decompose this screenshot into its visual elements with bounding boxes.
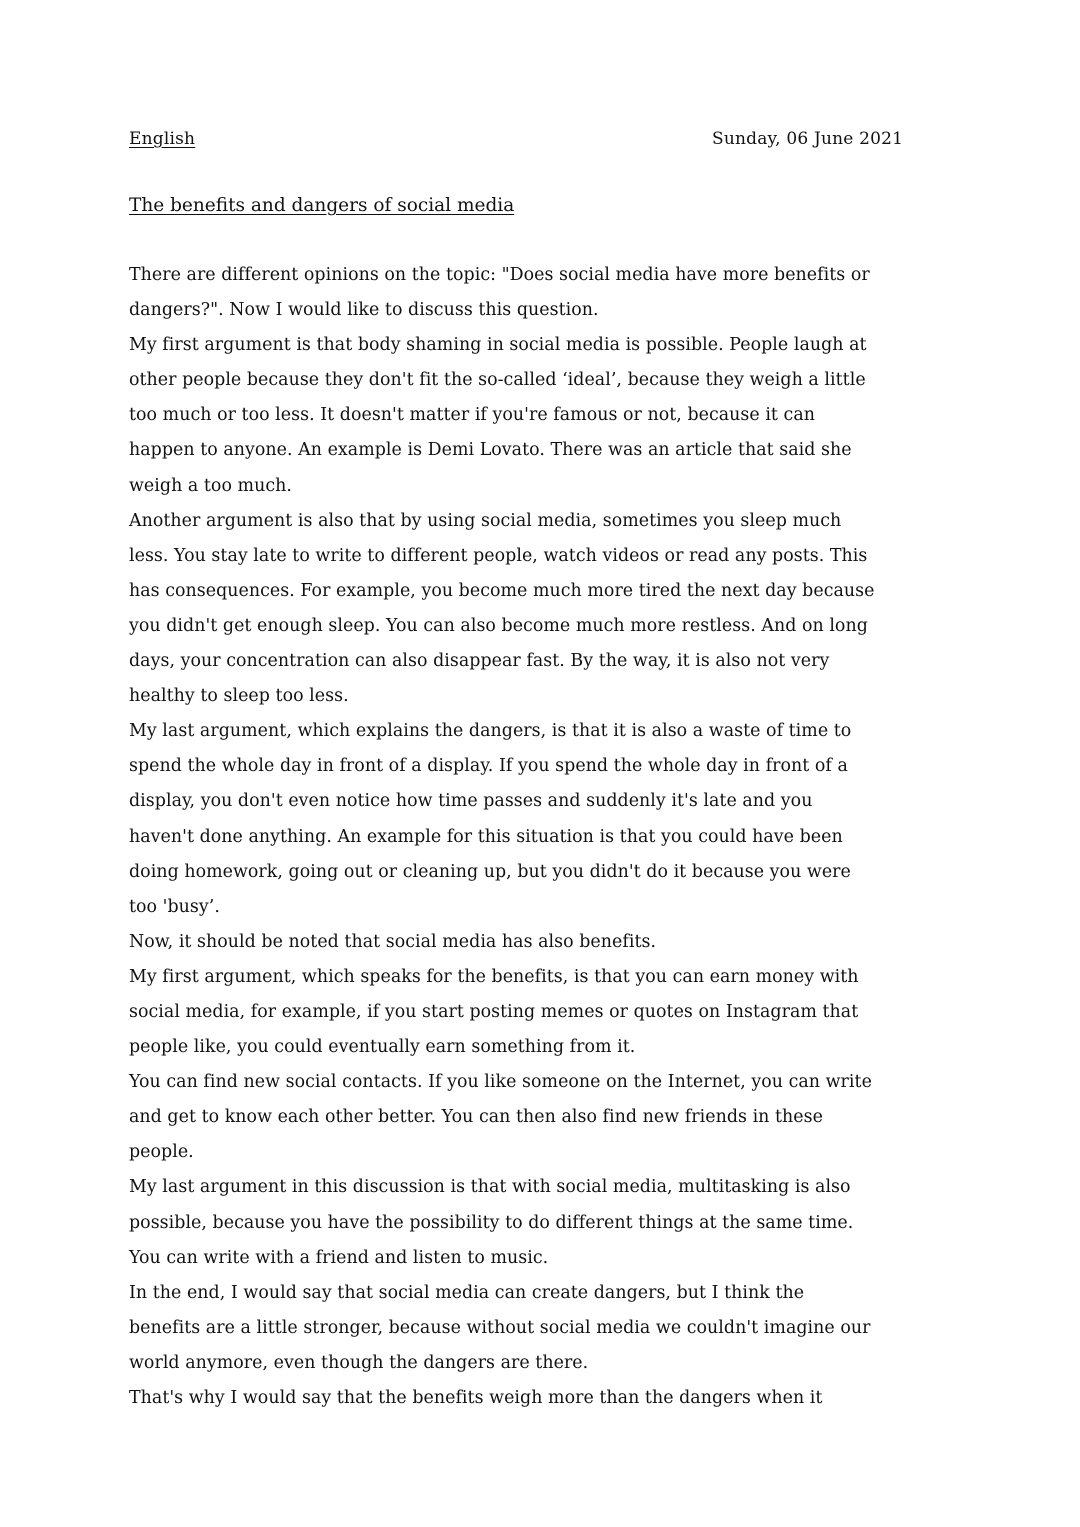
body-line: dangers?". Now I would like to discuss this question. — [129, 300, 599, 321]
body-line: In the end, I would say that social media can create dangers, but I think the — [129, 1282, 805, 1303]
body-line: My last argument, which explains the dangers, is that it is also a waste of time to — [129, 721, 852, 742]
document-title: The benefits and dangers of social media — [129, 195, 515, 216]
body-line: weigh a too much. — [129, 475, 292, 496]
body-line: My first argument is that body shaming in social media is possible. People laugh at — [129, 335, 867, 356]
body-line: world anymore, even though the dangers are there. — [129, 1352, 589, 1373]
body-line: less. You stay late to write to different people, watch videos or read any posts. This — [129, 545, 868, 566]
body-line: possible, because you have the possibility to do different things at the same time. — [129, 1212, 854, 1233]
body-line: Another argument is also that by using social media, sometimes you sleep much — [129, 510, 842, 531]
body-line: social media, for example, if you start posting memes or quotes on Instagram that — [129, 1001, 859, 1022]
body-line: people like, you could eventually earn something from it. — [129, 1037, 636, 1058]
body-line: too 'busy’. — [129, 896, 220, 917]
document-body — [129, 258, 959, 1416]
body-line: haven't done anything. An example for this situation is that you could have been — [129, 826, 843, 847]
body-line: people. — [129, 1142, 194, 1163]
body-line: spend the whole day in front of a display. If you spend the whole day in front of a — [129, 756, 848, 777]
body-line: has consequences. For example, you become much more tired the next day because — [129, 580, 875, 601]
date-label: Sunday, 06 June 2021 — [712, 129, 904, 149]
body-line: too much or too less. It doesn't matter if you're famous or not, because it can — [129, 405, 816, 426]
body-line: You can find new social contacts. If you like someone on the Internet, you can write — [129, 1072, 872, 1093]
body-line: doing homework, going out or cleaning up, but you didn't do it because you were — [129, 861, 851, 882]
body-line: benefits are a little stronger, because without social media we couldn't imagine our — [129, 1317, 871, 1338]
body-line: There are different opinions on the topic: "Does social media have more benefits or — [129, 265, 870, 285]
body-line: You can write with a friend and listen to music. — [129, 1247, 549, 1268]
subject-label: English — [129, 129, 196, 149]
body-line: and get to know each other better. You can then also find new friends in these — [129, 1107, 823, 1128]
body-line: healthy to sleep too less. — [129, 686, 349, 707]
body-line: Now, it should be noted that social media has also benefits. — [129, 931, 657, 952]
body-line: My last argument in this discussion is that with social media, multitasking is also — [129, 1177, 851, 1198]
body-line: My first argument, which speaks for the benefits, is that you can earn money with — [129, 966, 859, 987]
body-line: days, your concentration can also disappear fast. By the way, it is also not very — [129, 651, 830, 672]
body-line: happen to anyone. An example is Demi Lovato. There was an article that said she — [129, 440, 852, 461]
body-line: other people because they don't fit the so-called ‘ideal’, because they weigh a little — [129, 370, 866, 391]
body-line: display, you don't even notice how time passes and suddenly it's late and you — [129, 791, 813, 812]
body-line: That's why I would say that the benefits weigh more than the dangers when it — [129, 1388, 823, 1408]
body-line: you didn't get enough sleep. You can also become much more restless. And on long — [129, 615, 868, 636]
